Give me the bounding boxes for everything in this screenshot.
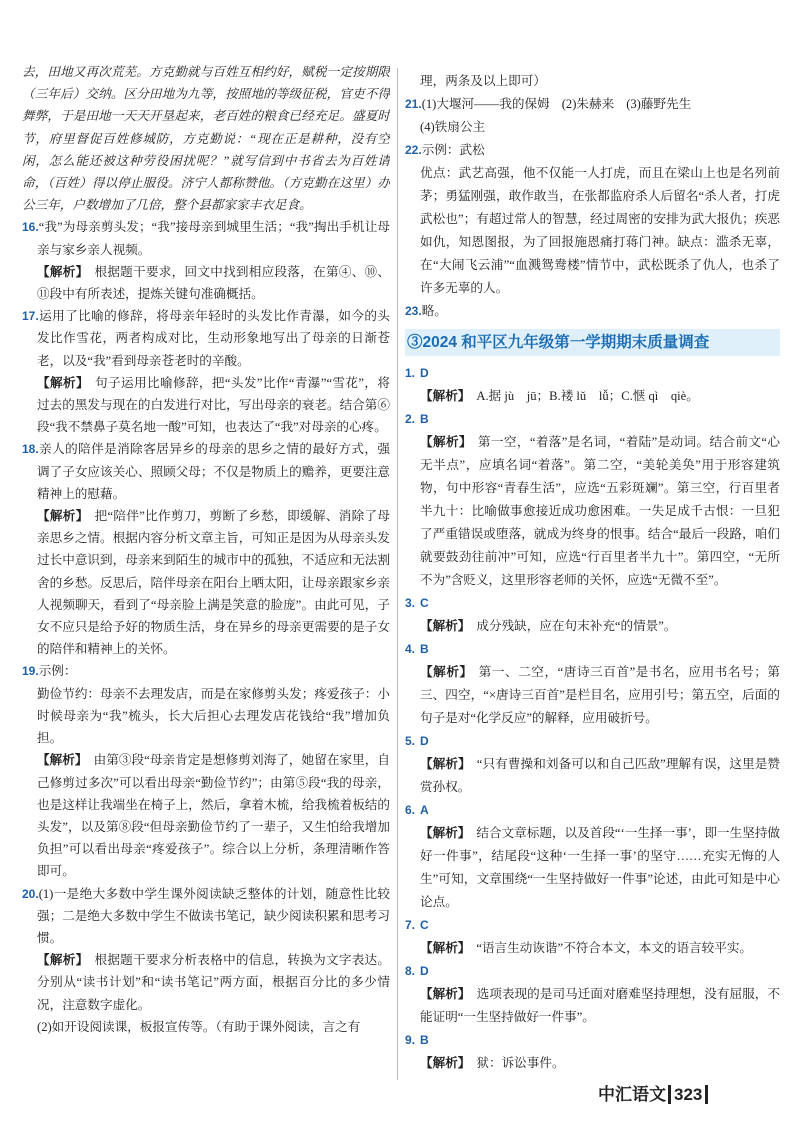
analysis-text: 根据题干要求，回文中找到相应段落，在第④、⑩、⑪段中有所表述，提炼关键句准确概括。 xyxy=(37,264,390,302)
question-number: 17. xyxy=(22,309,39,324)
question-number: 22. xyxy=(405,143,422,157)
answer-text: (1)一是绝大多数中学生课外阅读缺乏整体的计划，随意性比较强；二是绝大多数中学生不做读书笔记，缺少阅读积累和思考习惯。 xyxy=(37,886,390,945)
answer-choice: D xyxy=(420,964,429,978)
analysis-6 xyxy=(405,822,780,914)
analysis-9 xyxy=(405,1052,780,1075)
answer-6 xyxy=(405,799,780,822)
question-number: 8. xyxy=(405,964,416,978)
answer-8 xyxy=(405,960,780,983)
answer-choice: B xyxy=(420,642,429,656)
example-label: 示例： xyxy=(38,664,77,679)
question-number: 23. xyxy=(405,304,422,318)
question-20 xyxy=(22,883,390,950)
analysis-text: 把“陪伴”比作剪刀，剪断了乡愁，即缓解、消除了母亲思乡之情。根据内容分析文章主旨，可知正是因为从母亲头发过长中意识到，母亲来到陌生的城市中的孤独，不适应和无法割舍的乡愁。反思后，陪伴母亲在阳台上晒太阳，让母亲跟家乡亲人视频聊天，看到了“母亲脸上满是笑意的脸庞”。由此可见，子女不应只是给予好的物质生活，身在异乡的母亲更需要的是子女的陪伴和精神上的关怀。 xyxy=(37,509,390,657)
answer-20-continued: 理，两条及以上即可） xyxy=(420,74,546,88)
question-number: 19. xyxy=(22,664,39,679)
analysis-label: 【解析】 xyxy=(420,665,473,679)
answer-22: 优点：武艺高强，他不仅能一人打虎，而且在梁山上也是名列前茅；勇猛刚强，敢作敢当，在张都监府杀人后留名“杀人者，打虎武松也”；有超过常人的智慧，经过周密的安排为武大报仇；疾恶如仇，知恩图报，为了回报施恩痛打蒋门神。缺点：滥杀无辜，在“大闹飞云浦”“血溅鸳鸯楼”情节中，武松既杀了仇人，也杀了许多无辜的人。 xyxy=(420,166,780,295)
answer-1 xyxy=(405,362,780,385)
answer-choice: B xyxy=(420,1033,429,1047)
analysis-text: 句子运用比喻修辞，把“头发”比作“青瀑”“雪花”，将过去的黑发与现在的白发进行对比，写出母亲的衰老。结合第⑥段“我不禁鼻子莫名地一酸”可知，也表达了“我”对母亲的心疼。 xyxy=(37,375,390,435)
analysis-label: 【解析】 xyxy=(420,619,471,633)
analysis-label: 【解析】 xyxy=(420,826,471,840)
section-heading xyxy=(405,329,780,356)
question-18 xyxy=(22,438,390,505)
translation-continued: 去，田地又再次荒芜。方克勤就与百姓互相约好，赋税一定按期限（三年后）交纳。区分田地为九等，按照地的等级征税，官吏不得舞弊，于是田地一天天开垦起来，老百姓的粮食已经充足。盛夏时节，府里督促百姓修城防，方克勤说：“现在正是耕种，没有空闲，怎么能还被这种劳役困扰呢？”就写信到中书省去为百姓请命，（百姓）得以停止服役。济宁人都称赞他。（方克勤在这里）办公三年，户数增加了几倍，整个县都家家丰衣足食。 xyxy=(22,65,390,213)
analysis-text: 成分残缺，应在句末补充“的情景”。 xyxy=(476,619,677,633)
analysis-19 xyxy=(22,749,390,882)
question-19 xyxy=(22,660,390,682)
question-17 xyxy=(22,305,390,372)
answer-19: 勤俭节约：母亲不去理发店，而是在家修剪头发；疼爱孩子：小时候母亲为“我”梳头，长大后担心去理发店花钱给“我”增加负担。 xyxy=(37,686,390,746)
question-number: 1. xyxy=(405,366,416,380)
question-number: 16. xyxy=(22,220,39,235)
analysis-label: 【解析】 xyxy=(37,509,89,524)
question-number: 9. xyxy=(405,1033,416,1047)
answer-text: 亲人的陪伴是消除客居异乡的母亲的思乡之情的最好方式，强调了子女应该关心、照顾父母；不仅是物质上的赡养，更要注意精神上的慰藉。 xyxy=(37,442,390,501)
analysis-text: 由第③段“母亲肯定是想修剪刘海了，她留在家里，自己修剪过多次”可以看出母亲“勤俭节约”；由第⑤段“我的母亲，也是这样让我端坐在椅子上，然后，拿着木梳，给我梳着板结的头发”，以及第⑧段“但母亲勤俭节约了一辈子，又生怕给我增加负担”可以看出母亲“疼爱孩子”。综合以上分析，条理清晰作答即可。 xyxy=(37,753,390,879)
analysis-text: 选项表现的是司马迁面对磨难坚持理想，没有屈服，不能证明“一生坚持做好一件事”。 xyxy=(420,987,780,1024)
analysis-7 xyxy=(405,937,780,960)
analysis-label: 【解析】 xyxy=(37,375,89,390)
analysis-18 xyxy=(22,505,390,660)
analysis-label: 【解析】 xyxy=(420,1056,471,1070)
analysis-3 xyxy=(405,615,780,638)
question-number: 20. xyxy=(22,886,39,901)
column-divider xyxy=(397,68,398,1080)
answer-7 xyxy=(405,914,780,937)
answer-text: (3)藤野先生 xyxy=(626,97,692,111)
analysis-16 xyxy=(22,261,390,305)
answer-21-part4: (4)铁扇公主 xyxy=(420,120,486,134)
analysis-20 xyxy=(22,949,390,1016)
analysis-4 xyxy=(405,661,780,730)
question-number: 5. xyxy=(405,734,416,748)
answer-4 xyxy=(405,638,780,661)
analysis-text: 第一空，“着落”是名词，“着陆”是动词。结合前文“心无半点”，应填名词“着落”。第二空，“美轮美奂”用于形容建筑物，句中形容“青春生活”，应选“五彩斑斓”。第三空，行百里者半九十：比喻做事愈接近成功愈困难。一失足成千古恨：一旦犯了严重错误或堕落，就成为终身的恨事。结合“最后一段路，咱们就要鼓劲往前冲”可知，应选“行百里者半九十”。第四空，“无所不为”含贬义，这里形容老师的关怀，应选“无微不至”。 xyxy=(420,435,780,587)
brand-name: 中汇语文 xyxy=(598,1085,666,1104)
answer-2 xyxy=(405,408,780,431)
answer-choice: A xyxy=(420,803,429,817)
analysis-text: “语言生动诙谐”不符合本文，本文的语言较平实。 xyxy=(476,941,753,955)
analysis-5 xyxy=(405,753,780,799)
analysis-label: 【解析】 xyxy=(420,941,471,955)
question-16 xyxy=(22,216,390,260)
answer-text: (2)朱赫来 xyxy=(561,97,615,111)
answer-3 xyxy=(405,592,780,615)
example-text: 示例：武松 xyxy=(421,143,485,157)
question-23 xyxy=(405,300,780,323)
answer-choice: D xyxy=(420,734,429,748)
analysis-text: 根据题干要求分析表格中的信息，转换为文字表达。分别从“读书计划”和“读书笔记”两方面，根据百分比的多少情况，注意数字虚化。 xyxy=(37,953,390,1012)
analysis-text: 第一、二空，“唐诗三百首”是书名，应用书名号；第三、四空，“×唐诗三百首”是栏目名，应用引号；第五空，后面的句子是对“化学反应”的解释，应用破折号。 xyxy=(420,665,780,725)
answer-choice: B xyxy=(420,412,429,426)
analysis-text: A.据 jù jū；B.褛 lǔ lǚ；C.惬 qì qiè。 xyxy=(476,389,699,403)
answer-9 xyxy=(405,1029,780,1052)
answer-choice: C xyxy=(420,918,429,932)
answer-choice: C xyxy=(420,596,429,610)
answer-text: 运用了比喻的修辞，将母亲年轻时的头发比作青瀑，如今的头发比作雪花，两者构成对比，生动形象地写出了母亲的日渐苍老，以及“我”看到母亲苍老时的辛酸。 xyxy=(37,309,390,368)
question-number: 2. xyxy=(405,412,416,426)
section-index: ③ xyxy=(407,334,423,351)
analysis-label: 【解析】 xyxy=(420,435,472,449)
analysis-text: 狱：诉讼事件。 xyxy=(476,1056,565,1070)
analysis-label: 【解析】 xyxy=(420,757,471,771)
analysis-label: 【解析】 xyxy=(37,953,89,968)
section-title-text: 2024 和平区九年级第一学期期末质量调查 xyxy=(422,334,710,351)
question-number: 18. xyxy=(22,442,39,457)
analysis-2 xyxy=(405,431,780,592)
analysis-label: 【解析】 xyxy=(420,389,471,403)
question-number: 3. xyxy=(405,596,416,610)
page-footer xyxy=(598,1080,708,1105)
question-number: 6. xyxy=(405,803,416,817)
question-21 xyxy=(405,93,780,116)
answer-20-part2: (2)如开设阅读课，板报宣传等。（有助于课外阅读，言之有 xyxy=(37,1019,361,1034)
answer-choice: D xyxy=(420,366,429,380)
analysis-17 xyxy=(22,372,390,439)
analysis-text: “只有曹操和刘备可以和自己匹敌”理解有误，这里是赞赏孙权。 xyxy=(420,757,780,794)
right-column xyxy=(405,70,780,1080)
analysis-text: 结合文章标题，以及首段“‘一生择一事’，即一生坚持做好一件事”，结尾段“这种‘一生择一事’的坚守……充实无悔的人生”可知，文章围绕“一生坚持做好一件事”论述，由此可知是中心论点。 xyxy=(420,826,780,909)
analysis-8 xyxy=(405,983,780,1029)
question-22 xyxy=(405,139,780,162)
question-number: 7. xyxy=(405,918,416,932)
answer-5 xyxy=(405,730,780,753)
page-number: 323 xyxy=(668,1085,708,1104)
analysis-label: 【解析】 xyxy=(37,753,88,768)
left-column xyxy=(22,61,390,1069)
analysis-1 xyxy=(405,385,780,408)
answer-text: 略。 xyxy=(421,304,447,318)
answer-text: (1)大堰河——我的保姆 xyxy=(421,97,550,111)
question-number: 4. xyxy=(405,642,416,656)
answer-text: “我”为母亲剪头发；“我”接母亲到城里生活；“我”掏出手机让母亲与家乡亲人视频。 xyxy=(37,220,390,257)
question-number: 21. xyxy=(405,97,422,111)
analysis-label: 【解析】 xyxy=(37,264,89,279)
analysis-label: 【解析】 xyxy=(420,987,471,1001)
